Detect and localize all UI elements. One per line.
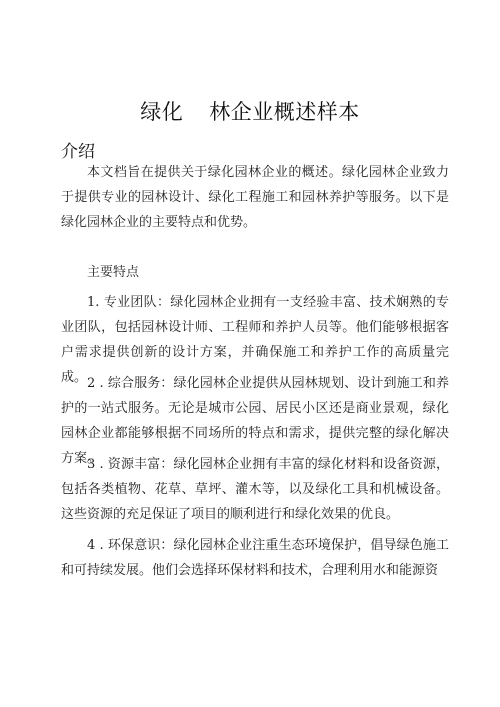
feature-paragraph-rich-resources: 3 . 资源丰富：绿化园林企业拥有丰富的绿化材料和设备资源，包括各类植物、花草、草坪、灌木等，以及绿化工具和机械设备。这些资源的充足保证了项目的顺利进行和绿化效果的优良。 bbox=[61, 457, 449, 522]
intro-heading: 介绍 bbox=[61, 142, 95, 162]
title-part-1: 绿化 bbox=[140, 100, 184, 124]
feature-paragraph-professional-team: 1. 专业团队：绿化园林企业拥有一支经验丰富、技术娴熟的专业团队，包括园林设计师、工程师和养护人员等。他们能够根据客户需求提供创新的设计方案，并确保施工和养护工作的高质量完成。 bbox=[61, 295, 449, 385]
intro-paragraph: 本文档旨在提供关于绿化园林企业的概述。绿化园林企业致力于提供专业的园林设计、绿化工程施工和园林养护等服务。以下是绿化园林企业的主要特点和优势。 bbox=[61, 165, 449, 230]
features-heading: 主要特点 bbox=[87, 265, 140, 280]
document-title bbox=[0, 96, 500, 126]
title-part-2: 林企业概述样本 bbox=[209, 100, 360, 124]
feature-paragraph-environmental-awareness: 4 . 环保意识：绿化园林企业注重生态环境保护，倡导绿色施工和可持续发展。他们会选择环保材料和技术，合理利用水和能源资 bbox=[61, 538, 449, 578]
feature-paragraph-comprehensive-service: 2 . 综合服务：绿化园林企业提供从园林规划、设计到施工和养护的一站式服务。无论是城市公园、居民小区还是商业景观，绿化园林企业都能够根据不同场所的特点和需求，提供完整的绿化解决方案。 bbox=[61, 376, 449, 466]
